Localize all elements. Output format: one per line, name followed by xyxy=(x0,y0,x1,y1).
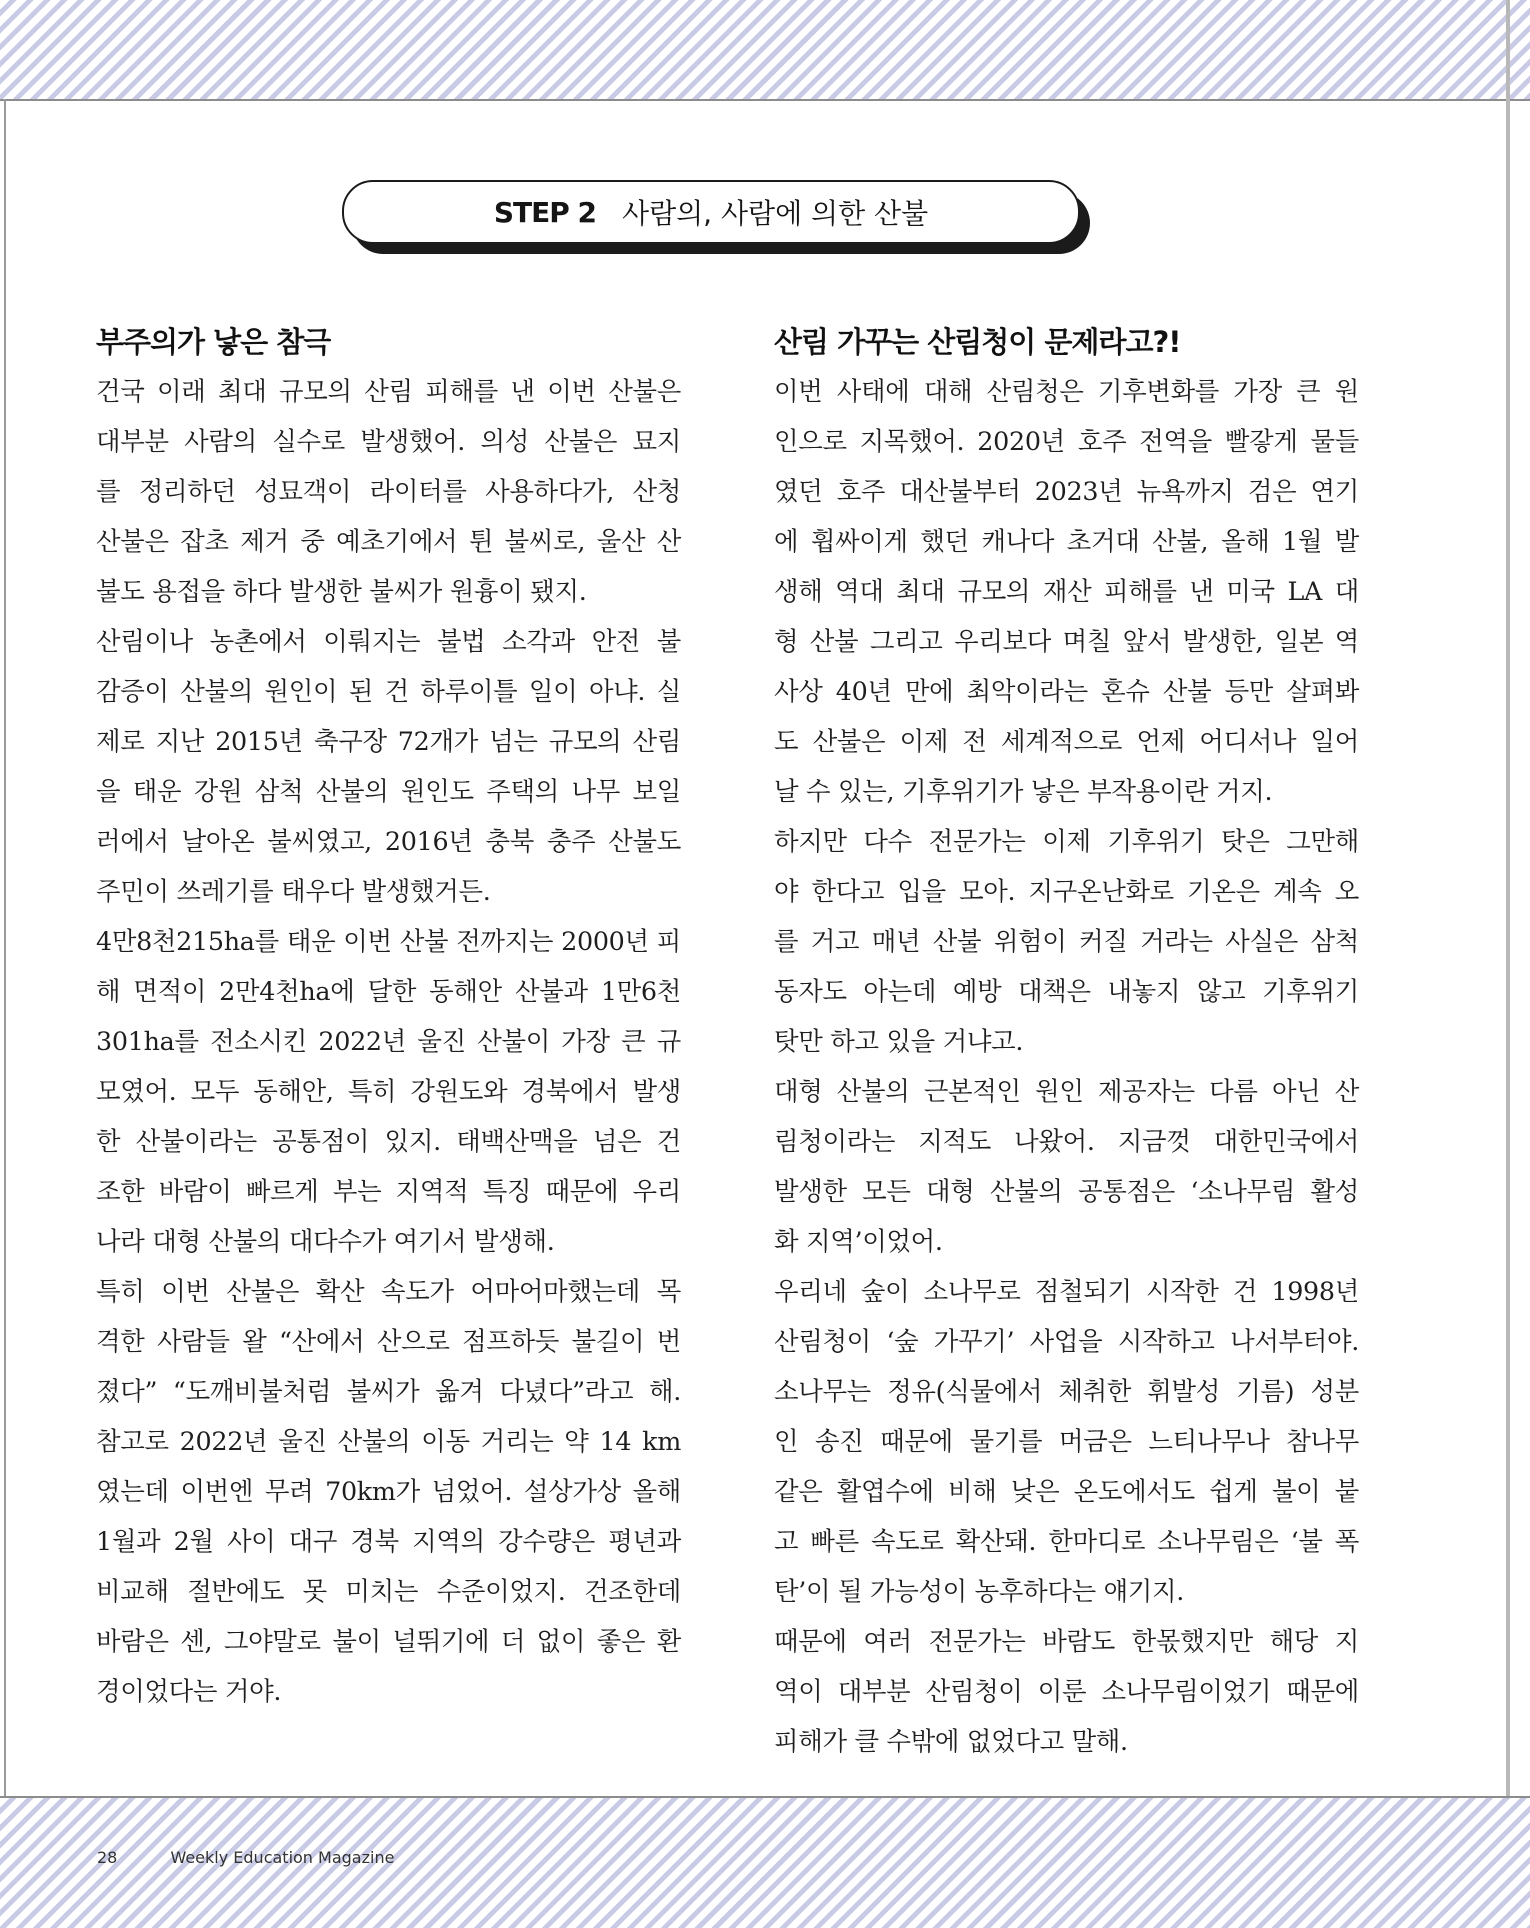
text-line: 불도 용접을 하다 발생한 불씨가 원흉이 됐지. xyxy=(96,576,587,606)
text-line: 해 면적이 2만4천ha에 달한 동해안 산불과 1만6천 xyxy=(96,976,681,1006)
text-line: 을 태운 강원 삼척 산불의 원인도 주택의 나무 보일 xyxy=(96,776,681,806)
section-title: 사람의, 사람에 의한 산불 xyxy=(622,197,929,230)
paragraph xyxy=(96,1266,681,1716)
top-decorative-band xyxy=(0,0,1530,101)
text-line: 대형 산불의 근본적인 원인 제공자는 다름 아닌 산 xyxy=(774,1076,1359,1106)
text-line: 졌다” “도깨비불처럼 불씨가 옮겨 다녔다”라고 해. xyxy=(96,1376,681,1406)
text-line: 경이었다는 거야. xyxy=(96,1676,282,1706)
text-line: 인 송진 때문에 물기를 머금은 느티나무나 참나무 xyxy=(774,1426,1359,1456)
text-line: 고 빠른 속도로 확산돼. 한마디로 소나무림은 ‘불 폭 xyxy=(774,1526,1359,1556)
page-left-edge xyxy=(4,99,6,1796)
text-line: 산림청이 ‘숲 가꾸기’ 사업을 시작하고 나서부터야. xyxy=(774,1326,1359,1356)
text-line: 주민이 쓰레기를 태우다 발생했거든. xyxy=(96,876,491,906)
paragraph xyxy=(774,1616,1359,1766)
left-column-body xyxy=(96,366,681,1716)
text-line: 에 휩싸이게 했던 캐나다 초거대 산불, 올해 1월 발 xyxy=(774,526,1359,556)
text-line: 탄’이 될 가능성이 농후하다는 얘기지. xyxy=(774,1576,1185,1606)
text-line: 제로 지난 2015년 축구장 72개가 넘는 규모의 산림 xyxy=(96,726,681,756)
text-line: 격한 사람들 왈 “산에서 산으로 점프하듯 불길이 번 xyxy=(96,1326,681,1356)
text-line: 조한 바람이 빠르게 부는 지역적 특징 때문에 우리 xyxy=(96,1176,681,1206)
left-column-heading: 부주의가 낳은 참극 xyxy=(96,325,331,359)
page-right-edge-shadow xyxy=(1506,0,1510,1926)
text-line: 나라 대형 산불의 대다수가 여기서 발생해. xyxy=(96,1226,555,1256)
text-line: 이번 사태에 대해 산림청은 기후변화를 가장 큰 원 xyxy=(774,376,1359,406)
page-number: 28 xyxy=(97,1848,118,1867)
text-line: 를 정리하던 성묘객이 라이터를 사용하다가, 산청 xyxy=(96,476,681,506)
text-line: 피해가 클 수밖에 없었다고 말해. xyxy=(774,1726,1128,1756)
left-column xyxy=(96,318,681,1716)
text-line: 4만8천215ha를 태운 이번 산불 전까지는 2000년 피 xyxy=(96,926,681,956)
text-line: 감증이 산불의 원인이 된 건 하루이틀 일이 아냐. 실 xyxy=(96,676,681,706)
title-pill xyxy=(342,180,1080,244)
right-column-heading: 산림 가꾸는 산림청이 문제라고?! xyxy=(774,325,1181,359)
right-column-body xyxy=(774,366,1359,1766)
text-line: 화 지역’이었어. xyxy=(774,1226,943,1256)
step-label: STEP 2 xyxy=(493,195,597,229)
text-line: 산림이나 농촌에서 이뤄지는 불법 소각과 안전 불 xyxy=(96,626,681,656)
text-line: 야 한다고 입을 모아. 지구온난화로 기온은 계속 오 xyxy=(774,876,1359,906)
text-line: 날 수 있는, 기후위기가 낳은 부작용이란 거지. xyxy=(774,776,1273,806)
text-line: 참고로 2022년 울진 산불의 이동 거리는 약 14 km xyxy=(96,1426,681,1456)
text-line: 모였어. 모두 동해안, 특히 강원도와 경북에서 발생 xyxy=(96,1076,681,1106)
paragraph xyxy=(774,1066,1359,1266)
text-line: 사상 40년 만에 최악이라는 혼슈 산불 등만 살펴봐 xyxy=(774,676,1359,706)
text-line: 때문에 여러 전문가는 바람도 한몫했지만 해당 지 xyxy=(774,1626,1359,1656)
text-line: 도 산불은 이제 전 세계적으로 언제 어디서나 일어 xyxy=(774,726,1359,756)
text-line: 건국 이래 최대 규모의 산림 피해를 낸 이번 산불은 xyxy=(96,376,681,406)
text-line: 하지만 다수 전문가는 이제 기후위기 탓은 그만해 xyxy=(774,826,1359,856)
text-line: 였던 호주 대산불부터 2023년 뉴욕까지 검은 연기 xyxy=(774,476,1359,506)
paragraph xyxy=(96,916,681,1266)
text-line: 생해 역대 최대 규모의 재산 피해를 낸 미국 LA 대 xyxy=(774,576,1359,606)
text-line: 1월과 2월 사이 대구 경북 지역의 강수량은 평년과 xyxy=(96,1526,681,1556)
text-line: 인으로 지목했어. 2020년 호주 전역을 빨갛게 물들 xyxy=(774,426,1359,456)
text-line: 비교해 절반에도 못 미치는 수준이었지. 건조한데 xyxy=(96,1576,681,1606)
text-line: 301ha를 전소시킨 2022년 울진 산불이 가장 큰 규 xyxy=(96,1026,681,1056)
text-line: 동자도 아는데 예방 대책은 내놓지 않고 기후위기 xyxy=(774,976,1359,1006)
page-footer xyxy=(97,1848,394,1867)
text-line: 산불은 잡초 제거 중 예초기에서 튄 불씨로, 울산 산 xyxy=(96,526,681,556)
text-line: 형 산불 그리고 우리보다 며칠 앞서 발생한, 일본 역 xyxy=(774,626,1359,656)
paragraph xyxy=(774,1266,1359,1616)
text-line: 같은 활엽수에 비해 낮은 온도에서도 쉽게 불이 붙 xyxy=(774,1476,1359,1506)
text-line: 소나무는 정유(식물에서 체취한 휘발성 기름) 성분 xyxy=(774,1376,1359,1406)
paragraph xyxy=(774,366,1359,816)
text-line: 우리네 숲이 소나무로 점철되기 시작한 건 1998년 xyxy=(774,1276,1359,1306)
text-line: 대부분 사람의 실수로 발생했어. 의성 산불은 묘지 xyxy=(96,426,681,456)
section-title-banner xyxy=(342,180,1090,254)
text-line: 역이 대부분 산림청이 이룬 소나무림이었기 때문에 xyxy=(774,1676,1359,1706)
paragraph xyxy=(774,816,1359,1066)
text-line: 였는데 이번엔 무려 70km가 넘었어. 설상가상 올해 xyxy=(96,1476,681,1506)
text-line: 한 산불이라는 공통점이 있지. 태백산맥을 넘은 건 xyxy=(96,1126,681,1156)
text-line: 림청이라는 지적도 나왔어. 지금껏 대한민국에서 xyxy=(774,1126,1359,1156)
paragraph xyxy=(96,616,681,916)
right-column xyxy=(774,318,1359,1766)
paragraph xyxy=(96,366,681,616)
magazine-name: Weekly Education Magazine xyxy=(170,1848,395,1867)
text-line: 발생한 모든 대형 산불의 공통점은 ‘소나무림 활성 xyxy=(774,1176,1359,1206)
text-line: 러에서 날아온 불씨였고, 2016년 충북 충주 산불도 xyxy=(96,826,681,856)
text-line: 바람은 센, 그야말로 불이 널뛰기에 더 없이 좋은 환 xyxy=(96,1626,681,1656)
text-line: 특히 이번 산불은 확산 속도가 어마어마했는데 목 xyxy=(96,1276,681,1306)
text-line: 탓만 하고 있을 거냐고. xyxy=(774,1026,1024,1056)
text-line: 를 거고 매년 산불 위험이 커질 거라는 사실은 삼척 xyxy=(774,926,1359,956)
